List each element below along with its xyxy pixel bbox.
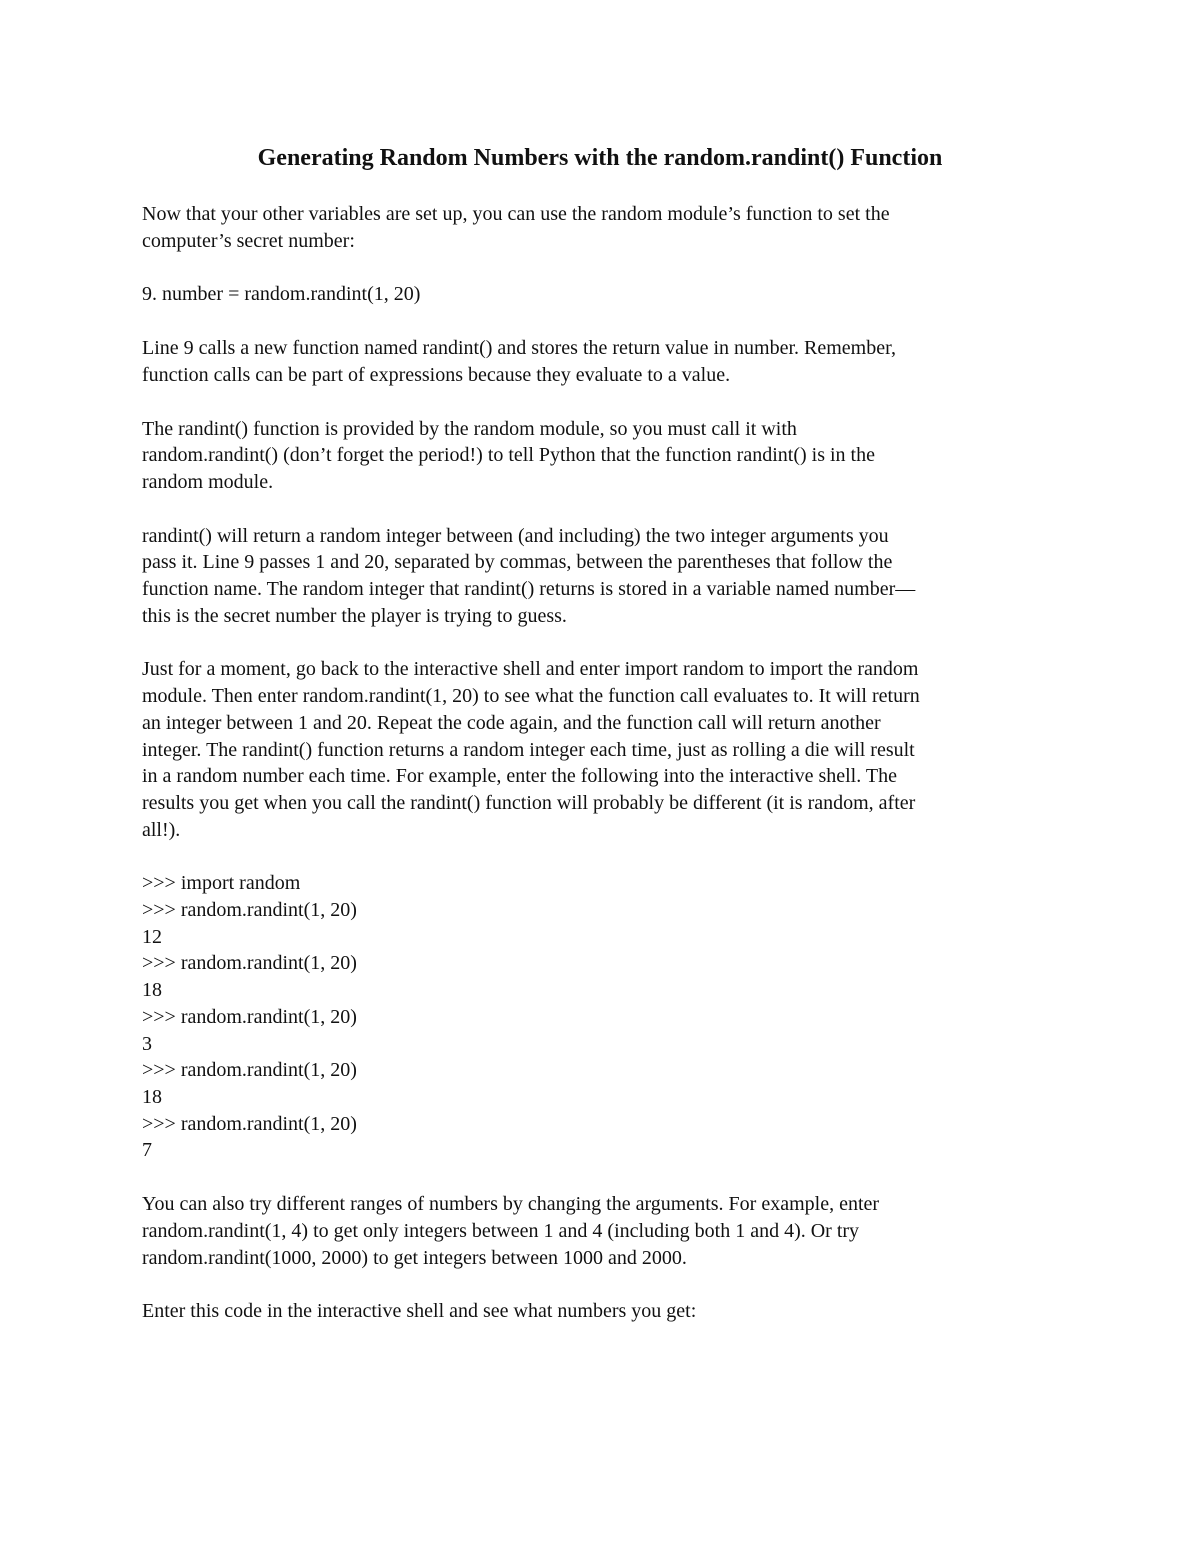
shell-output: 3 [142, 1032, 152, 1055]
text-line: Line 9 calls a new function named randint() and stores the return value in number. Remember, [142, 337, 896, 360]
text-line: random.randint() (don’t forget the period!) to tell Python that the function randint() is in the [142, 444, 875, 467]
text-line: function calls can be part of expressions because they evaluate to a value. [142, 363, 731, 386]
shell-line: >>> random.randint(1, 20) [142, 1005, 357, 1028]
interactive-shell-paragraph [142, 656, 1062, 843]
intro-paragraph [142, 201, 1062, 254]
shell-output: 7 [142, 1139, 152, 1162]
final-instruction-paragraph [142, 1298, 1062, 1325]
text-line: pass it. Line 9 passes 1 and 20, separated by commas, between the parentheses that follow the [142, 551, 893, 574]
shell-line: >>> random.randint(1, 20) [142, 1059, 357, 1082]
text-line: random module. [142, 470, 274, 493]
text-line: random.randint(1, 4) to get only integers between 1 and 4 (including both 1 and 4). Or try [142, 1219, 860, 1242]
text-line: an integer between 1 and 20. Repeat the code again, and the function call will return another [142, 711, 881, 734]
text-line: 9. number = random.randint(1, 20) [142, 283, 421, 306]
text-line: in a random number each time. For example, enter the following into the interactive shell. The [142, 765, 897, 788]
shell-line: >>> random.randint(1, 20) [142, 952, 357, 975]
text-line: function name. The random integer that randint() returns is stored in a variable named number— [142, 578, 916, 601]
random-module-paragraph [142, 416, 1062, 496]
line-9-explanation-paragraph [142, 335, 1062, 388]
shell-output: 18 [142, 1085, 162, 1108]
shell-output: 12 [142, 925, 162, 948]
text-line: results you get when you call the randint() function will probably be different (it is random, after [142, 791, 916, 814]
page-title: Generating Random Numbers with the random.randint() Function [257, 145, 943, 171]
text-line: You can also try different ranges of numbers by changing the arguments. For example, enter [142, 1193, 880, 1216]
text-line: computer’s secret number: [142, 229, 355, 252]
text-line: randint() will return a random integer between (and including) the two integer arguments you [142, 524, 889, 547]
code-statement-line-9 [142, 281, 1062, 308]
text-line: Just for a moment, go back to the interactive shell and enter import random to import the random [142, 658, 919, 681]
shell-output: 18 [142, 979, 162, 1002]
text-line: integer. The randint() function returns a random integer each time, just as rolling a die will result [142, 738, 915, 761]
text-line: Enter this code in the interactive shell and see what numbers you get: [142, 1300, 697, 1323]
text-line: random.randint(1000, 2000) to get integers between 1000 and 2000. [142, 1246, 687, 1269]
shell-session-example [142, 870, 1062, 1164]
text-line: module. Then enter random.randint(1, 20) to see what the function call evaluates to. It will return [142, 685, 920, 708]
text-line: all!). [142, 818, 181, 841]
shell-line: >>> import random [142, 872, 301, 895]
text-line: The randint() function is provided by the random module, so you must call it with [142, 417, 797, 440]
randint-return-paragraph [142, 523, 1062, 630]
text-line: Now that your other variables are set up, you can use the random module’s function to set the [142, 203, 890, 225]
shell-line: >>> random.randint(1, 20) [142, 899, 357, 922]
document-body [142, 201, 1062, 1352]
shell-line: >>> random.randint(1, 20) [142, 1112, 357, 1135]
text-line: this is the secret number the player is trying to guess. [142, 604, 567, 627]
ranges-paragraph [142, 1191, 1062, 1271]
